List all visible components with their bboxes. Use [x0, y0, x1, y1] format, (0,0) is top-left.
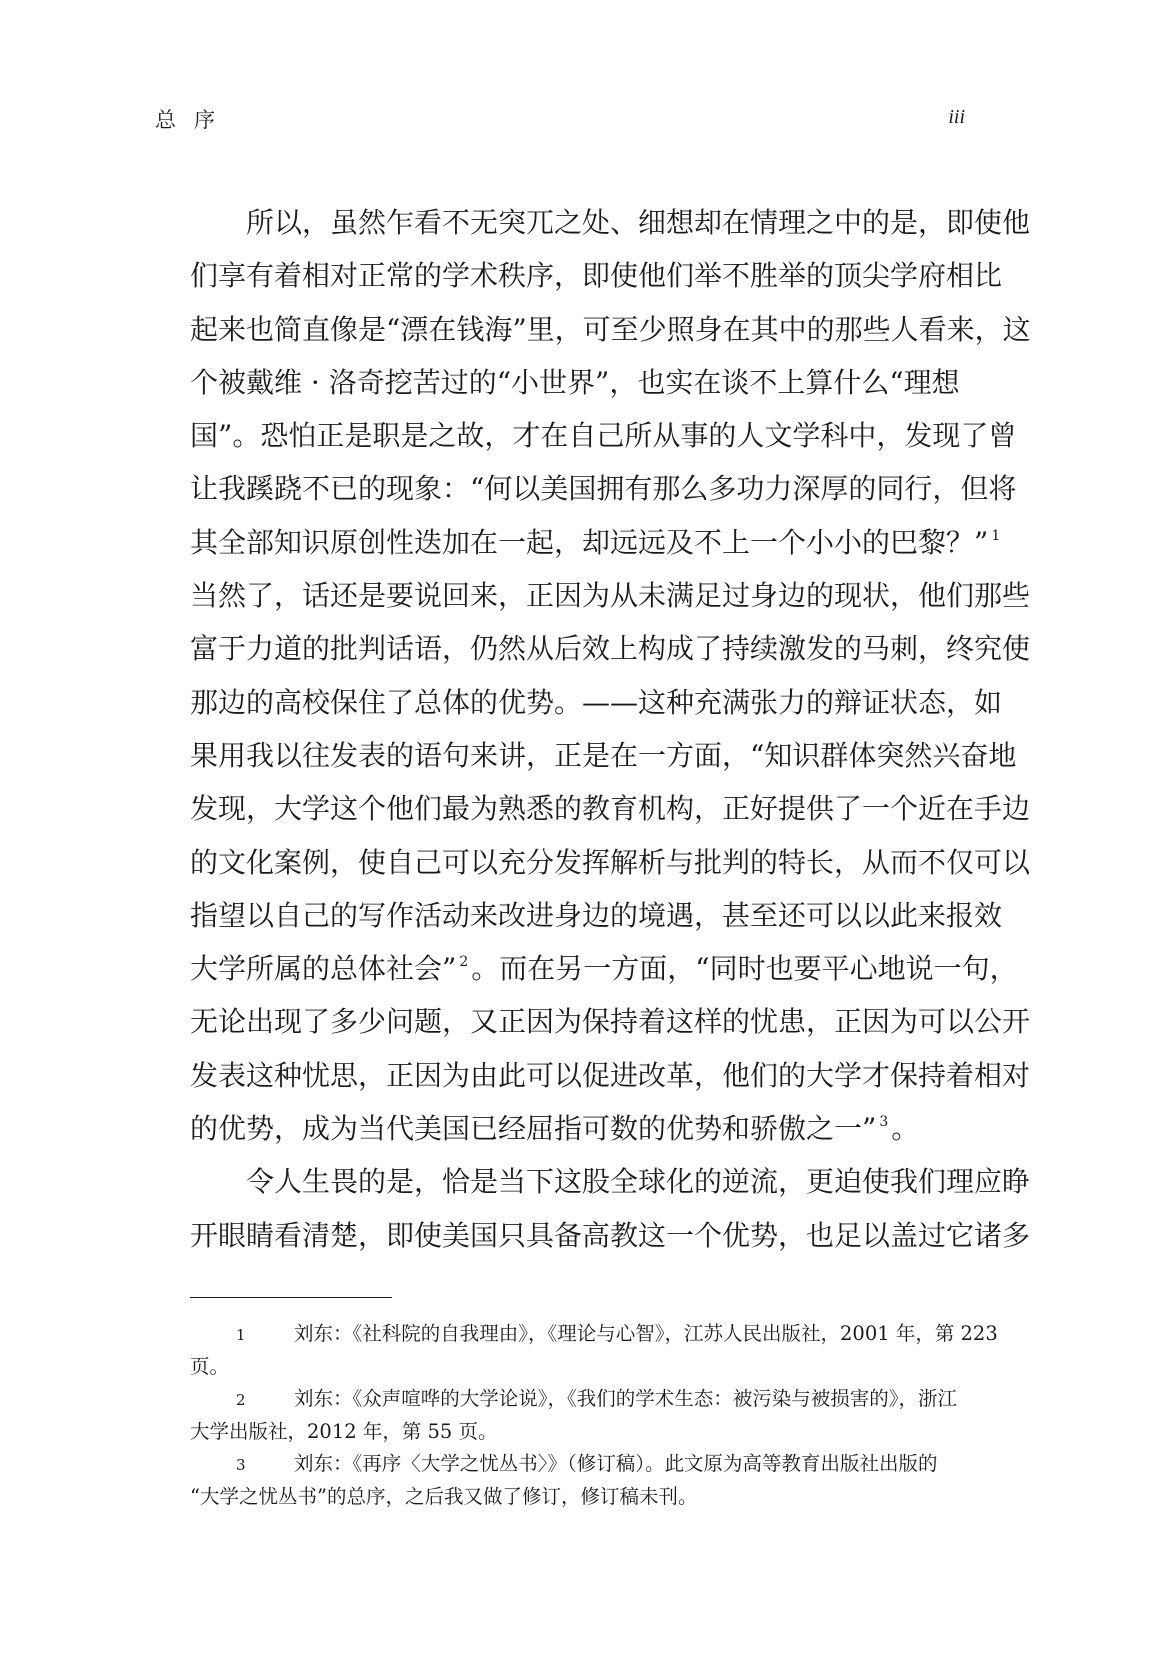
main-text — [190, 196, 1031, 1262]
text-line — [190, 516, 1000, 569]
text-line: 指望以自己的写作活动来改进身边的境遇，甚至还可以以此来报效 — [190, 898, 1003, 932]
text-line: 起来也简直像是“漂在钱海”里，可至少照身在其中的那些人看来，这 — [190, 312, 1031, 346]
text-line: 所以，虽然乍看不无突兀之处、细想却在情理之中的是，即使他 — [246, 206, 1031, 239]
text-line-content: 大学所属的总体社会” — [190, 952, 457, 986]
text-line: 当然了，话还是要说回来，正因为从未满足过身边的现状，他们那些 — [190, 579, 1031, 613]
footnote-text: 刘东：《社科院的自我理由》，《理论与心智》，江苏人民出版社，2001 年，第 223 — [294, 1322, 998, 1345]
text-line: 无论出现了多少问题，又正因为保持着这样的忧患，正因为可以公开 — [190, 1005, 1031, 1039]
text-line: 发现，大学这个他们最为熟悉的教育机构，正好提供了一个近在手边 — [190, 792, 1031, 826]
text-line: 们享有着相对正常的学术秩序，即使他们举不胜举的顶尖学府相比 — [190, 259, 1003, 293]
page-number: iii — [948, 106, 965, 128]
text-line: 让我蹊跷不已的现象：“何以美国拥有那么多功力深厚的同行，但将 — [190, 472, 1017, 506]
text-line-content: 的优势，成为当代美国已经屈指可数的优势和骄傲之一” — [190, 1112, 877, 1146]
footnote-1 — [190, 1318, 1000, 1383]
text-line: 令人生畏的是，恰是当下这股全球化的逆流，更迫使我们理应睁 — [246, 1165, 1031, 1199]
text-line: 果用我以往发表的语句来讲，正是在一方面，“知识群体突然兴奋地 — [190, 738, 1017, 772]
footnote-line: “大学之忧丛书”的总序，之后我又做了修订，修订稿未刊。 — [190, 1484, 698, 1508]
footnote-ref-1[interactable]: 1 — [991, 527, 1001, 544]
footnote-ref-3[interactable]: 3 — [879, 1114, 889, 1131]
footnotes — [190, 1318, 1000, 1513]
footnote-2 — [190, 1383, 1000, 1448]
footnote-text: 刘东：《众声喧哗的大学论说》，《我们的学术生态：被污染与被损害的》，浙江 — [294, 1387, 958, 1410]
footnote-line — [190, 1448, 1000, 1481]
text-line: 个被戴维 · 洛奇挖苦过的“小世界”，也实在谈不上算什么“理想 — [190, 365, 960, 399]
text-line: 的文化案例，使自己可以充分发挥解析与批判的特长，从而不仅可以 — [190, 845, 1031, 879]
running-head: 总序 — [155, 108, 233, 132]
footnote-line: 大学出版社，2012 年，第 55 页。 — [190, 1419, 498, 1443]
text-line: 发表这种忧思，正因为由此可以促进改革，他们的大学才保持着相对 — [190, 1058, 1031, 1092]
text-line: 开眼睛看清楚，即使美国只具备高教这一个优势，也足以盖过它诸多 — [190, 1218, 1031, 1252]
text-line — [190, 1102, 1000, 1155]
text-line: 那边的高校保住了总体的优势。——这种充满张力的辩证状态，如 — [190, 685, 1003, 719]
text-line-content: 。 — [891, 1112, 920, 1146]
footnote-line — [190, 1383, 1000, 1416]
footnote-number: 1 — [236, 1326, 246, 1344]
text-line — [190, 942, 1018, 995]
text-line-content: 。而在另一方面，“同时也要平心地说一句， — [471, 952, 1018, 986]
footnote-line — [190, 1318, 1000, 1351]
footnote-line: 页。 — [190, 1354, 230, 1378]
footnote-separator — [190, 1297, 392, 1298]
text-line-content: 其全部知识原创性迭加在一起，却远远及不上一个小小的巴黎？” — [190, 525, 989, 559]
footnote-3 — [190, 1448, 1000, 1513]
footnote-ref-2[interactable]: 2 — [459, 954, 469, 971]
footnote-number: 2 — [236, 1391, 246, 1409]
footnote-number: 3 — [236, 1456, 246, 1474]
text-line: 国”。恐怕正是职是之故，才在自己所从事的人文学科中，发现了曾 — [190, 419, 1017, 453]
text-line: 富于力道的批判话语，仍然从后效上构成了持续激发的马刺，终究使 — [190, 632, 1031, 666]
footnote-text: 刘东：《再序〈大学之忧丛书〉》（修订稿）。此文原为高等教育出版社出版的 — [294, 1452, 938, 1475]
